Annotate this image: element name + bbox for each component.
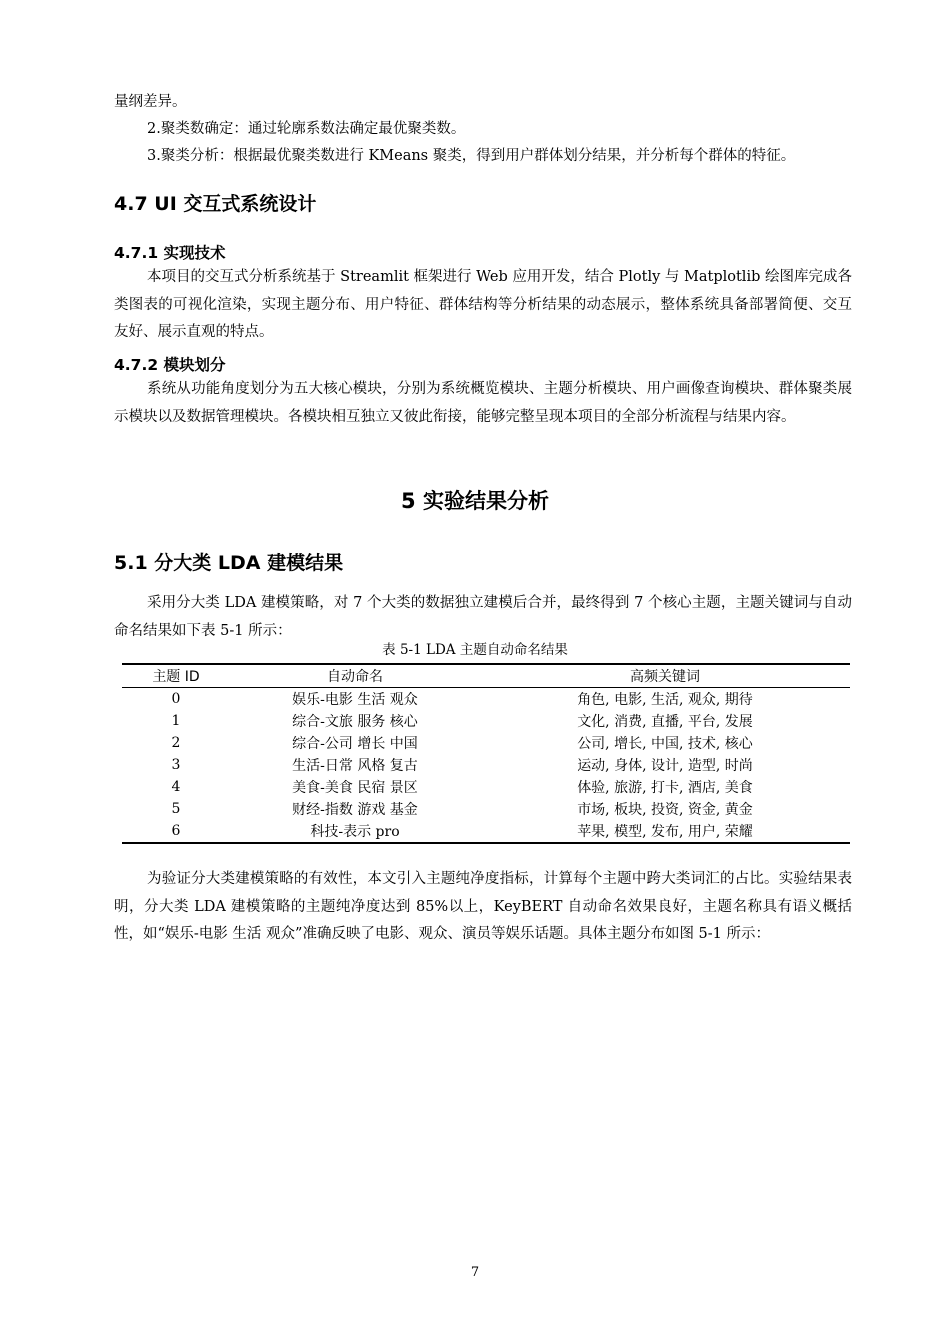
header-keywords: 高频关键词	[630, 669, 700, 685]
paragraph-implementation: 本项目的交互式分析系统基于 Streamlit 框架进行 Web 应用开发，结合 Plotly 与 Matplotlib 绘图库完成各类图表的可视化渲染，实现主题分布、用户特征、群体结构等分析结果的动态展示，整体系统具备部署简便、交互友好、展示直观的特点。	[114, 269, 852, 340]
chapter-heading-5: 5 实验结果分析	[401, 489, 549, 513]
topic-table	[122, 663, 850, 844]
cell-keywords: 角色, 电影, 生活, 观众, 期待	[577, 692, 753, 708]
cell-keywords: 文化, 消费, 直播, 平台, 发展	[577, 714, 753, 730]
cell-auto-name: 财经-指数 游戏 基金	[292, 802, 418, 818]
cell-topic-id: 1	[171, 713, 181, 729]
cell-auto-name: 科技-表示 pro	[310, 824, 400, 840]
table-row	[122, 754, 850, 776]
cell-auto-name: 美食-美食 民宿 景区	[292, 780, 418, 796]
cell-keywords: 体验, 旅游, 打卡, 酒店, 美食	[577, 780, 753, 796]
table-row	[122, 688, 850, 711]
paragraph-lda-intro: 采用分大类 LDA 建模策略，对 7 个大类的数据独立建模后合并，最终得到 7 个核心主题，主题关键词与自动命名结果如下表 5-1 所示：	[114, 595, 852, 639]
cell-keywords: 公司, 增长, 中国, 技术, 核心	[577, 736, 753, 752]
table-row	[122, 710, 850, 732]
header-topic-id: 主题 ID	[152, 669, 200, 685]
cell-keywords: 市场, 板块, 投资, 资金, 黄金	[577, 802, 753, 818]
header-auto-name: 自动命名	[327, 669, 383, 685]
table-caption: 表 5-1 LDA 主题自动命名结果	[382, 642, 568, 658]
cell-topic-id: 5	[171, 801, 181, 817]
section-heading-4-7: 4.7 UI 交互式系统设计	[114, 193, 317, 215]
table-header-row	[122, 664, 850, 688]
page-number: 7	[470, 1265, 480, 1280]
table-row	[122, 798, 850, 820]
cell-topic-id: 2	[171, 735, 181, 751]
list-item-3: 3.聚类分析：根据最优聚类数进行 KMeans 聚类，得到用户群体划分结果，并分析每个群体的特征。	[147, 148, 796, 164]
cell-topic-id: 0	[171, 691, 181, 707]
paragraph-modules: 系统从功能角度划分为五大核心模块，分别为系统概览模块、主题分析模块、用户画像查询模块、群体聚类展示模块以及数据管理模块。各模块相互独立又彼此衔接，能够完整呈现本项目的全部分析流程与结果内容。	[114, 381, 852, 425]
paragraph-continuation: 量纲差异。	[114, 94, 187, 110]
table-row	[122, 820, 850, 843]
table-row	[122, 776, 850, 798]
subsection-heading-4-7-1: 4.7.1 实现技术	[114, 244, 226, 262]
cell-auto-name: 综合-公司 增长 中国	[292, 736, 418, 752]
cell-auto-name: 生活-日常 风格 复古	[292, 758, 418, 774]
cell-topic-id: 3	[171, 757, 181, 773]
cell-topic-id: 4	[171, 779, 181, 795]
subsection-heading-4-7-2: 4.7.2 模块划分	[114, 356, 226, 374]
table-row	[122, 732, 850, 754]
list-item-2: 2.聚类数确定：通过轮廓系数法确定最优聚类数。	[147, 121, 466, 137]
cell-topic-id: 6	[171, 823, 181, 839]
cell-auto-name: 娱乐-电影 生活 观众	[292, 692, 418, 708]
cell-auto-name: 综合-文旅 服务 核心	[292, 714, 418, 730]
cell-keywords: 苹果, 模型, 发布, 用户, 荣耀	[577, 824, 753, 840]
cell-keywords: 运动, 身体, 设计, 造型, 时尚	[577, 758, 753, 774]
section-heading-5-1: 5.1 分大类 LDA 建模结果	[114, 552, 344, 574]
paragraph-results: 为验证分大类建模策略的有效性，本文引入主题纯净度指标，计算每个主题中跨大类词汇的占比。实验结果表明，分大类 LDA 建模策略的主题纯净度达到 85%以上，KeyBERT 自动命名效果良好，主题名称具有语义概括性，如“娱乐-电影 生活 观众”准确反映了电影、观众、演员等娱乐话题。具体主题分布如图 5-1 所示：	[114, 871, 852, 942]
